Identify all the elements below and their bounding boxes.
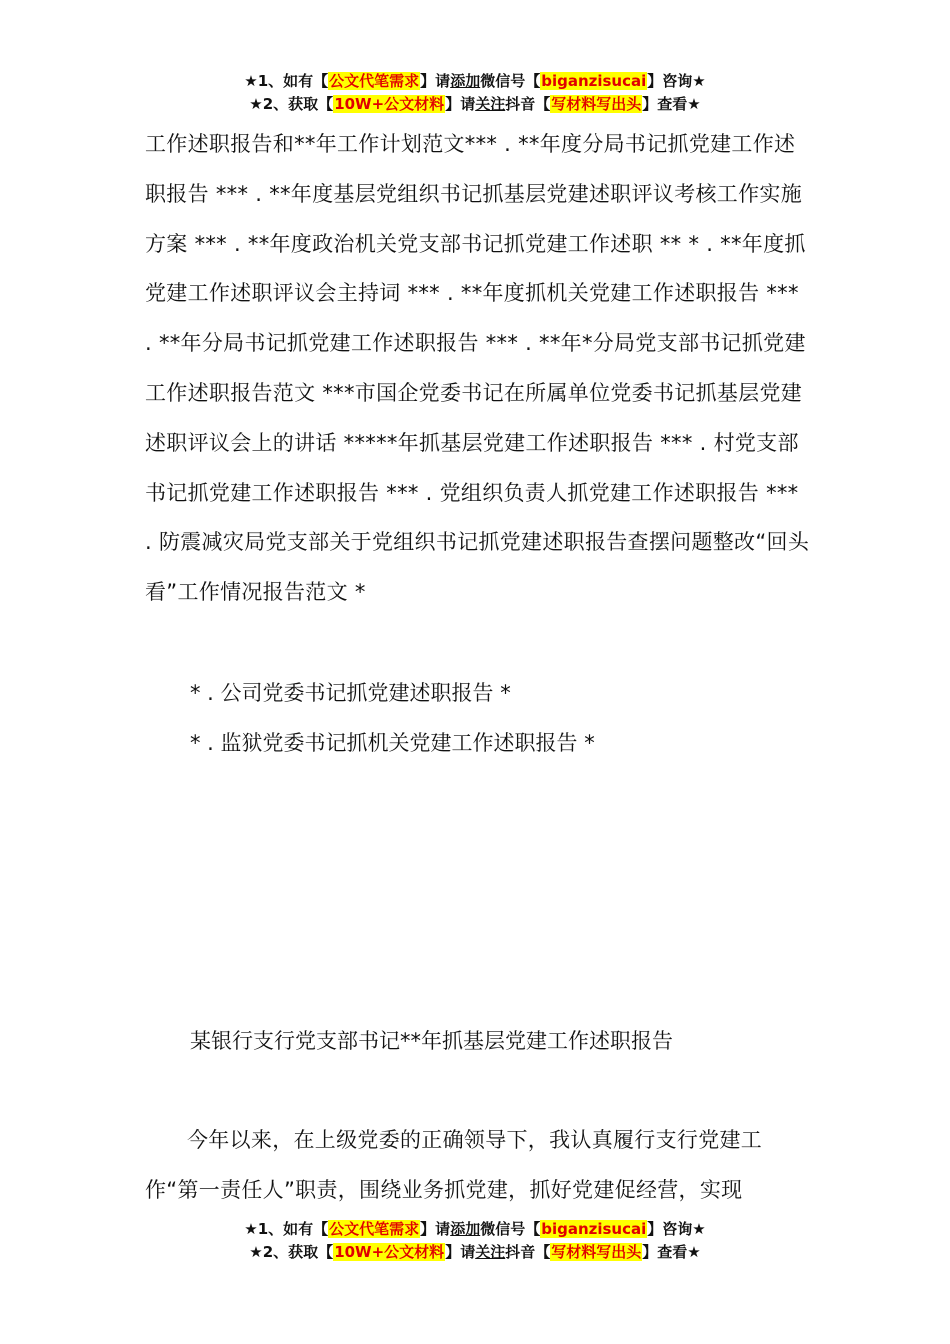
banner-line-1 — [0, 70, 950, 93]
banner-text: 】请 — [420, 1220, 451, 1238]
banner-text: 】查看★ — [642, 1243, 701, 1261]
highlight-douyin-id: 写材料写出头 — [551, 1243, 642, 1261]
article-title: 某银行支行党支部书记**年抓基层党建工作述职报告 — [190, 1029, 673, 1053]
toc-item-2: * . 监狱党委书记抓机关党建工作述职报告 * — [190, 731, 595, 755]
highlight-douyin-id: 写材料写出头 — [551, 95, 642, 113]
banner-text: ★2、获取【 — [249, 95, 334, 113]
banner-text: 】请 — [420, 72, 451, 90]
banner-text: 微信号【 — [480, 1220, 541, 1238]
banner-text: ★2、获取【 — [249, 1243, 334, 1261]
footer-line-1 — [0, 1218, 950, 1241]
highlight-wechat-id: biganzisucai — [541, 72, 647, 90]
banner-text: 】咨询★ — [647, 72, 706, 90]
toc-paragraph — [145, 120, 810, 618]
highlight-service: 公文代笔需求 — [329, 72, 420, 90]
article-intro — [145, 1116, 810, 1216]
footer-line-2 — [0, 1241, 950, 1264]
underlined-word: 关注 — [475, 95, 506, 113]
banner-text: 】请 — [445, 95, 476, 113]
highlight-service: 公文代笔需求 — [329, 1220, 420, 1238]
highlight-materials: 10W+公文材料 — [334, 1243, 445, 1261]
toc-paragraph-text: 工作述职报告和**年工作计划范文*** . **年度分局书记抓党建工作述职报告 *** . **年度基层党组织书记抓基层党建述职评议考核工作实施方案 *** . **年度政治机关党支部书记抓党建工作述职 ** * . **年度抓党建工作述职评议会主持词 *** . **年度抓机关党建工作述职报告 *** . **年分局书记抓党建工作述职报告 *** . **年*分局党支部书记抓党建工作述职报告范文 ***市国企党委书记在所属单位党委书记抓基层党建述职评议会上的讲话 *****年抓基层党建工作述职报告 *** . 村党支部书记抓党建工作述职报告 *** . 党组织负责人抓党建工作述职报告 *** . 防震减灾局党支部关于党组织书记抓党建述职报告查摆问题整改“回头看”工作情况报告范文 * — [145, 132, 810, 605]
banner-text: 】请 — [445, 1243, 476, 1261]
banner-text: ★1、如有【 — [244, 1220, 329, 1238]
header-banner — [0, 70, 950, 116]
highlight-wechat-id: biganzisucai — [541, 1220, 647, 1238]
article-intro-text: 今年以来，在上级党委的正确领导下，我认真履行支行党建工作“第一责任人”职责，围绕业务抓党建，抓好党建促经营，实现 — [145, 1128, 763, 1202]
underlined-word: 添加 — [450, 1220, 481, 1238]
banner-line-2 — [0, 93, 950, 116]
banner-text: ★1、如有【 — [244, 72, 329, 90]
underlined-word: 关注 — [475, 1243, 506, 1261]
banner-text: 】咨询★ — [647, 1220, 706, 1238]
banner-text: 微信号【 — [480, 72, 541, 90]
banner-text: 抖音【 — [505, 1243, 551, 1261]
banner-text: 抖音【 — [505, 95, 551, 113]
banner-text: 】查看★ — [642, 95, 701, 113]
highlight-materials: 10W+公文材料 — [334, 95, 445, 113]
underlined-word: 添加 — [450, 72, 481, 90]
toc-item-1: * . 公司党委书记抓党建述职报告 * — [190, 681, 511, 705]
footer-banner — [0, 1218, 950, 1264]
